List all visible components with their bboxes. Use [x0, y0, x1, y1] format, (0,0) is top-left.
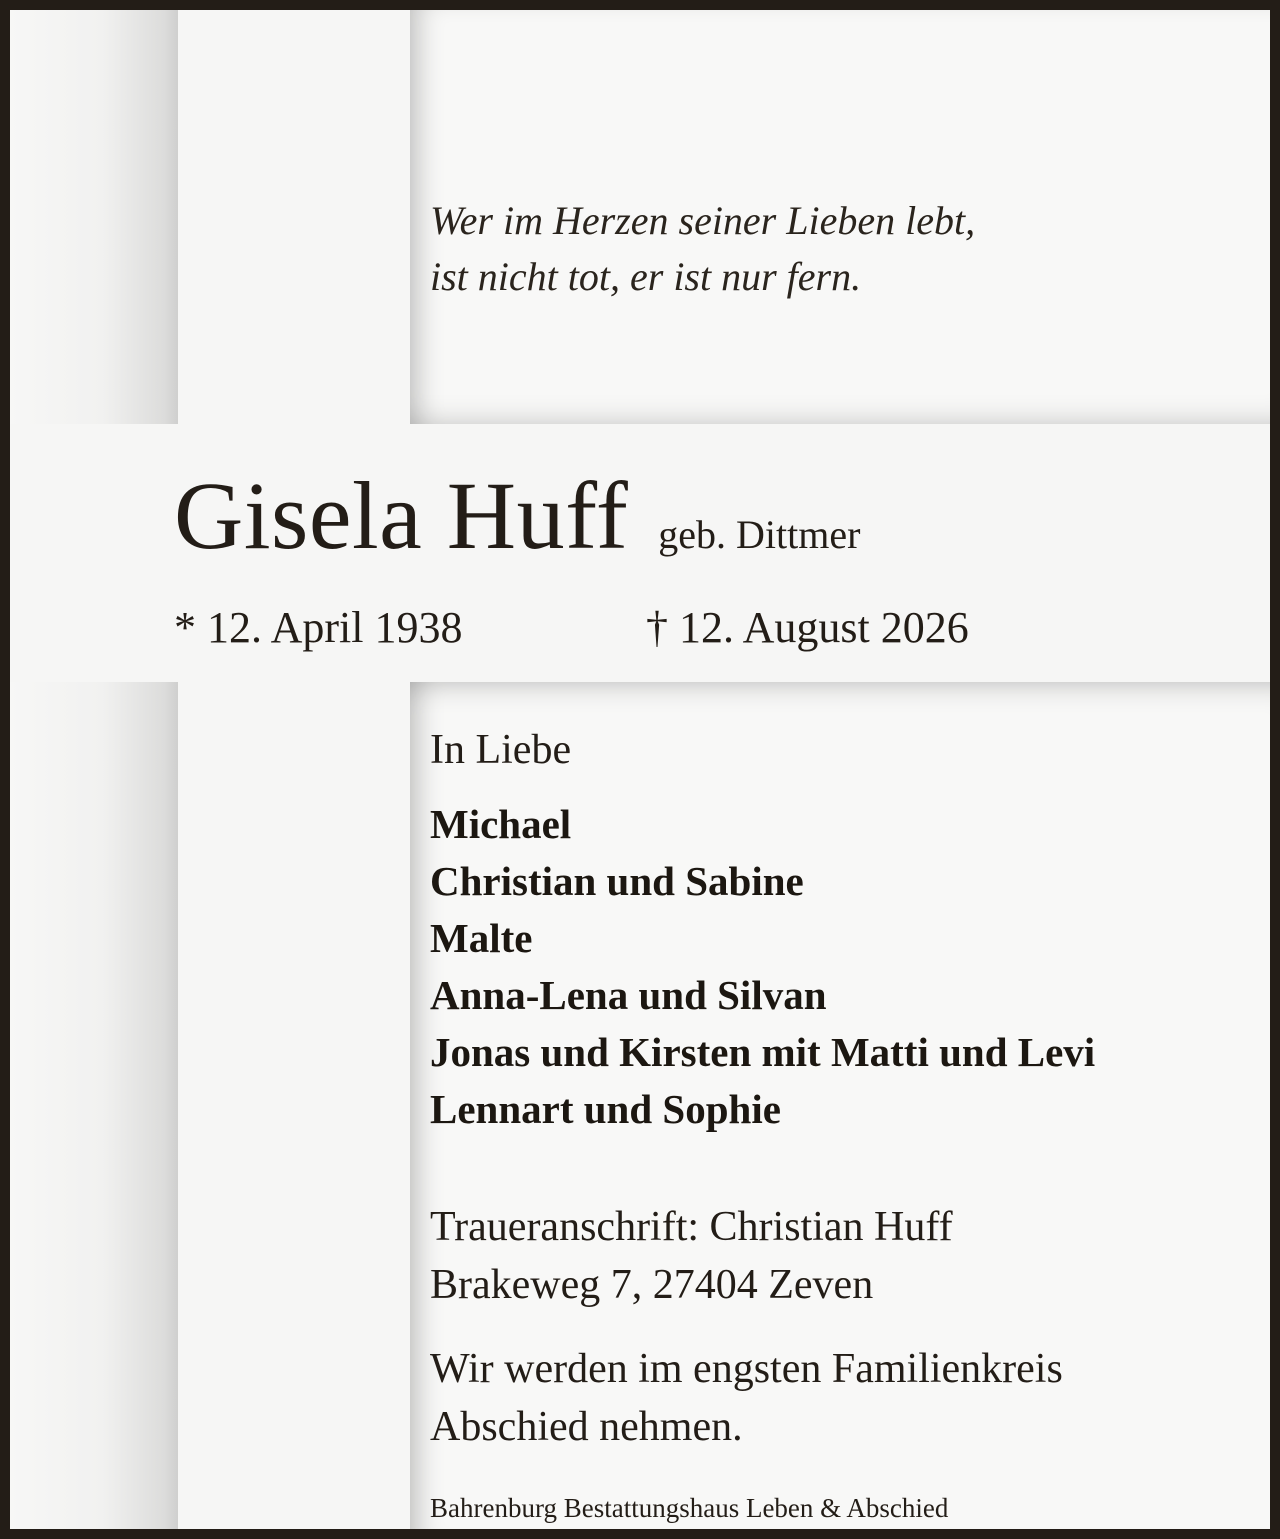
- birth-date: * 12. April 1938: [174, 603, 463, 652]
- farewell-line: Wir werden im engsten Familienkreis: [430, 1346, 1063, 1392]
- mourners-intro: In Liebe: [430, 727, 572, 773]
- mourner-name: Lennart und Sophie: [430, 1086, 781, 1132]
- undertaker-credit: Bahrenburg Bestattungshaus Leben & Abschied: [430, 1493, 949, 1523]
- mourner-name: Malte: [430, 915, 533, 961]
- mourner-name: Jonas und Kirsten mit Matti und Levi: [430, 1029, 1096, 1075]
- mourning-address: [430, 1198, 953, 1314]
- deceased-name-line: [174, 456, 860, 576]
- mourner-name: Christian und Sabine: [430, 858, 804, 904]
- address-line: Brakeweg 7, 27404 Zeven: [430, 1262, 874, 1308]
- address-line: Traueranschrift: Christian Huff: [430, 1204, 953, 1250]
- cross-shadow-top-left: [10, 10, 178, 424]
- farewell-note: [430, 1340, 1063, 1456]
- death-date: † 12. August 2026: [646, 603, 969, 652]
- quote-line: ist nicht tot, er ist nur fern.: [430, 254, 862, 299]
- quote-line: Wer im Herzen seiner Lieben lebt,: [430, 198, 976, 243]
- mourner-name: Michael: [430, 801, 572, 847]
- deceased-name: Gisela Huff: [174, 462, 629, 569]
- maiden-name: geb. Dittmer: [658, 512, 861, 557]
- memorial-quote: [430, 193, 975, 305]
- farewell-line: Abschied nehmen.: [430, 1404, 743, 1450]
- mourner-name: Anna-Lena und Silvan: [430, 972, 827, 1018]
- mourners-list: [430, 796, 1095, 1138]
- cross-shadow-bottom-left: [10, 682, 178, 1539]
